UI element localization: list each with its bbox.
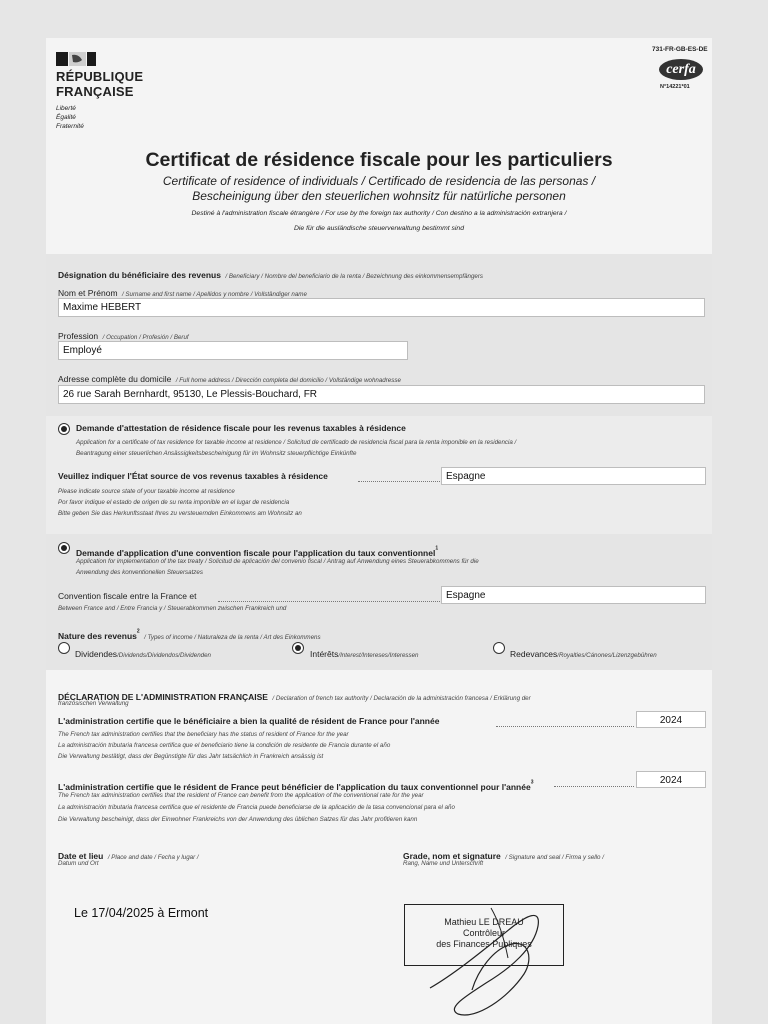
page-title: Certificat de résidence fiscale pour les particuliers: [145, 149, 613, 171]
date-place-label: Date et lieu: [58, 851, 104, 861]
residency-certification-translation-1: The French tax administration certifies that the beneficiary has the status of resident of France for the year: [58, 731, 349, 738]
beneficiary-heading-line: [58, 265, 483, 283]
marianne-logo: [56, 50, 96, 68]
profession-label: Profession: [58, 331, 99, 341]
income-option-dividends-radio[interactable]: [58, 642, 70, 654]
residency-year-field[interactable]: 2024: [636, 711, 706, 728]
motto-fraternite: Fraternité: [56, 123, 84, 130]
motto-egalite: Égalité: [56, 114, 76, 121]
income-option-interest: [310, 644, 419, 662]
residency-certification-translation-2: La administración tributaria francesa certifica que el beneficiario tiene la condición de residente de Francia durante el año: [58, 742, 391, 749]
income-option-royalties-radio[interactable]: [493, 642, 505, 654]
income-option-dividends: [75, 644, 211, 662]
rate-footnote-3: 3: [530, 779, 534, 786]
form-page: [46, 38, 712, 1024]
title-translation-2: Bescheinigung über den steuerlichen wohnsitz für natürliche personen: [192, 189, 566, 203]
source-state-translation-2: Por favor indique el estado de origen de su renta imponible en el lugar de residencia: [58, 499, 290, 506]
rate-certification-dots: [554, 786, 634, 787]
date-place-value: Le 17/04/2025 à Ermont: [74, 906, 209, 920]
beneficiary-heading: Désignation du bénéficiaire des revenus: [58, 270, 221, 280]
source-state-dots: [358, 481, 440, 482]
signature-translation-2: Rang, Name und Unterschrift: [403, 860, 484, 867]
address-label: Adresse complète du domicile: [58, 374, 172, 384]
income-option-royalties-label: Redevances: [510, 649, 558, 659]
income-type-translation: / Types of income / Naturaleza de la renta / Art des Einkommens: [144, 634, 321, 641]
name-label: Nom et Prénom: [58, 288, 118, 298]
rate-year-field[interactable]: 2024: [636, 771, 706, 788]
income-type-line: [58, 626, 321, 644]
convention-request-translation-2: Anwendung des konventionellen Steuersatzes: [76, 569, 203, 576]
marianne-icon: [56, 50, 96, 68]
source-state-label: Veuillez indiquer l'État source de vos revenus taxables à résidence: [58, 471, 328, 481]
income-type-label: Nature des revenus: [58, 631, 137, 641]
date-place-translation-2: Datum und Ort: [58, 860, 99, 867]
residency-certification-dots: [496, 726, 634, 727]
stamp-name: Mathieu LE DREAU: [444, 917, 524, 927]
residency-certification-label: L'administration certifie que le bénéficiaire a bien la qualité de résident de France pour l'année: [58, 716, 440, 726]
name-field[interactable]: Maxime HEBERT: [58, 298, 705, 317]
destination-line-2: Die für die ausländische steuerverwaltung bestimmt sind: [293, 225, 464, 232]
declaration-heading-translation-2: französischen Verwaltung: [58, 700, 129, 707]
convention-request-translation-1: Application for implementation of the tax treaty / Solicitud de aplicación del convenio fiscal / Antrag auf Anwendung eines Steuerabkommens für die: [76, 558, 479, 565]
declaration-heading: DÉCLARATION DE L'ADMINISTRATION FRANÇAISE: [58, 692, 268, 702]
address-field[interactable]: 26 rue Sarah Bernhardt, 95130, Le Plessis-Bouchard, FR: [58, 385, 705, 404]
income-option-dividends-translation: /Dividends/Dividendos/Dividenden: [117, 652, 211, 659]
handwritten-signature: [416, 878, 566, 1018]
income-option-interest-translation: /Interest/Intereses/Interessen: [338, 652, 419, 659]
income-option-royalties: [510, 644, 657, 662]
income-option-dividends-label: Dividendes: [75, 649, 118, 659]
rate-certification-translation-2: La administración tributaria francesa certifica que el residente de Francia puede beneficiarse de la aplicación de la tasa convencional para el año: [58, 804, 455, 811]
rate-certification-translation-1: The French tax administration certifies that the resident of France can benefit from the application of the conventional rate for the year: [58, 792, 424, 799]
cerfa-number: N°14221*01: [660, 84, 690, 90]
republic-title-2: FRANÇAISE: [56, 84, 134, 99]
title-block: [46, 148, 712, 233]
residence-request-title: Demande d'attestation de résidence fiscale pour les revenus taxables à résidence: [76, 423, 406, 433]
cerfa-logo: [659, 59, 703, 80]
title-translation-1: Certificate of residence of individuals / Certificado de residencia de las personas /: [162, 174, 596, 188]
income-option-royalties-translation: /Royalties/Cánones/Lizenzgebühren: [557, 652, 657, 659]
source-state-field[interactable]: Espagne: [441, 467, 706, 485]
stamp-service: des Finances Publiques: [436, 939, 532, 949]
signature-translation-1: / Signature and seal / Firma y sello /: [505, 854, 604, 861]
convention-request-title: Demande d'application d'une convention fiscale pour l'application du taux conventionnel: [76, 548, 436, 558]
residence-request-translation-1: Application for a certificate of tax residence for taxable income at residence / Solicitud de certificado de residencia fiscal para la renta imponible en la residencia /: [76, 439, 517, 446]
residency-certification-translation-3: Die Verwaltung bestätigt, dass der Begünstigte für das Jahr tatsächlich in Frankreich ansässig ist: [58, 753, 324, 760]
destination-line-1: Destiné à l'administration fiscale étrangère / For use by the foreign tax authority / Con destino a la administración extranjera /: [191, 210, 567, 217]
profession-field[interactable]: Employé: [58, 341, 408, 360]
motto-liberte: Liberté: [56, 105, 76, 112]
stamp-rank: Contrôleur: [462, 928, 506, 938]
date-place-translation-1: / Place and date / Fecha y lugar /: [107, 854, 199, 861]
profession-label-translation: / Occupation / Profesión / Beruf: [102, 334, 189, 341]
residence-request-radio[interactable]: [58, 423, 70, 435]
convention-label-translation: Between France and / Entre Francia y / Steuerabkommen zwischen Frankreich und: [58, 605, 287, 612]
source-state-translation-3: Bitte geben Sie das Herkunftsstaat Ihres zu versteuernden Einkommens am Wohnsitz an: [58, 510, 302, 517]
republic-title-1: RÉPUBLIQUE: [56, 69, 144, 84]
convention-footnote-1: 1: [435, 545, 439, 552]
convention-country-field[interactable]: Espagne: [441, 586, 706, 604]
form-code: 731-FR-GB-ES-DE: [652, 46, 708, 53]
rate-certification-label: L'administration certifie que le résident de France peut bénéficier de l'application du taux conventionnel pour l'année: [58, 782, 531, 792]
rate-certification-translation-3: Die Verwaltung bescheinigt, dass der Einwohner Frankreichs von der Anwendung des üblichen Satzes für das Jahr profitieren kann: [58, 816, 418, 823]
cerfa-logo-text: cerfa: [666, 62, 696, 77]
name-label-translation: / Surname and first name / Apellidos y nombre / Vollständiger name: [121, 291, 307, 298]
beneficiary-heading-translation: / Beneficiary / Nombre del beneficiario de la renta / Bezeichnung des einkommensempfängers: [225, 273, 484, 280]
source-state-translation-1: Please indicate source state of your taxable income at residence: [58, 488, 235, 495]
convention-request-radio[interactable]: [58, 542, 70, 554]
declaration-heading-translation-1: / Declaration of french tax authority / Declaración de la administración francesa / Erklärung der: [272, 695, 531, 702]
residence-request-translation-2: Beantragung einer steuerlichen Ansässigkeitsbescheinigung für im Wohnsitz steuerpflichtige Einkünfte: [76, 450, 357, 457]
signature-label: Grade, nom et signature: [403, 851, 501, 861]
convention-dots: [218, 601, 440, 602]
income-footnote-2: 2: [136, 628, 140, 635]
income-option-interest-radio[interactable]: [292, 642, 304, 654]
convention-label: Convention fiscale entre la France et: [58, 591, 197, 601]
address-label-translation: / Full home address / Dirección completa del domicilio / Vollständige wohnadresse: [175, 377, 401, 384]
income-option-interest-label: Intérêts: [310, 649, 339, 659]
